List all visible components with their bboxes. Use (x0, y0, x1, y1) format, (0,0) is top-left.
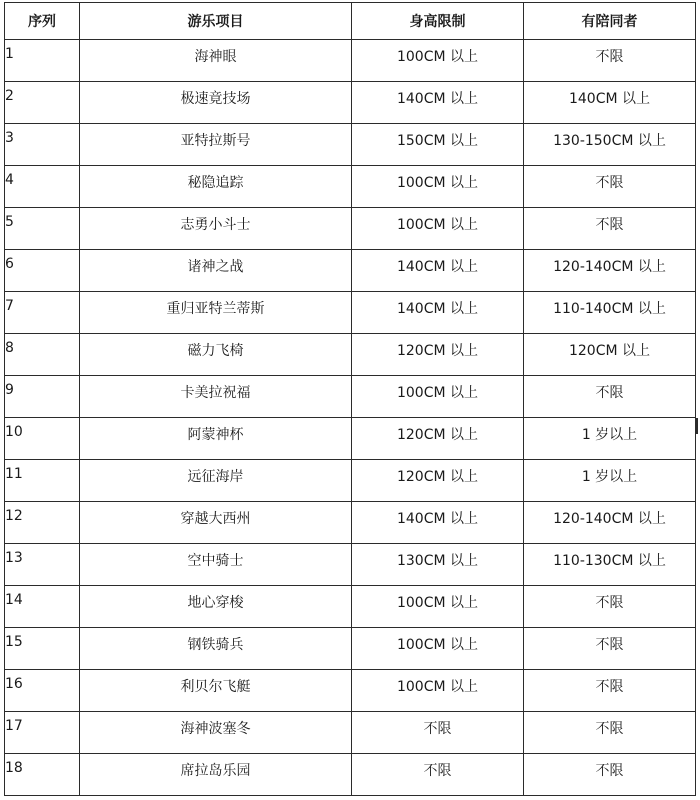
cell-index: 12 (5, 502, 80, 544)
cell-index: 4 (5, 166, 80, 208)
cell-height-limit: 140CM 以上 (352, 502, 524, 544)
cell-height-limit: 140CM 以上 (352, 292, 524, 334)
cell-ride-name: 远征海岸 (80, 460, 352, 502)
cell-ride-name: 席拉岛乐园 (80, 754, 352, 796)
cell-height-limit: 100CM 以上 (352, 166, 524, 208)
cell-companion: 不限 (524, 40, 696, 82)
cell-companion: 不限 (524, 670, 696, 712)
cell-companion: 不限 (524, 376, 696, 418)
table-row (5, 250, 696, 292)
cell-index: 11 (5, 460, 80, 502)
cell-companion: 110-140CM 以上 (524, 292, 696, 334)
cell-height-limit: 120CM 以上 (352, 418, 524, 460)
cell-height-limit: 150CM 以上 (352, 124, 524, 166)
cell-ride-name: 极速竟技场 (80, 82, 352, 124)
table-row (5, 670, 696, 712)
cell-ride-name: 秘隐追踪 (80, 166, 352, 208)
header-companion: 有陪同者 (524, 3, 696, 40)
cell-height-limit: 100CM 以上 (352, 40, 524, 82)
cell-companion: 1 岁以上 (524, 460, 696, 502)
cell-companion: 不限 (524, 712, 696, 754)
rides-table (4, 2, 696, 796)
cell-companion: 130-150CM 以上 (524, 124, 696, 166)
table-row (5, 82, 696, 124)
cell-index: 2 (5, 82, 80, 124)
cell-index: 6 (5, 250, 80, 292)
table-row (5, 586, 696, 628)
cell-height-limit: 140CM 以上 (352, 82, 524, 124)
cell-companion: 120CM 以上 (524, 334, 696, 376)
cell-ride-name: 穿越大西州 (80, 502, 352, 544)
cell-ride-name: 海神波塞冬 (80, 712, 352, 754)
cell-index: 1 (5, 40, 80, 82)
header-index: 序列 (5, 3, 80, 40)
cell-index: 17 (5, 712, 80, 754)
cell-height-limit: 100CM 以上 (352, 376, 524, 418)
table-row (5, 502, 696, 544)
cell-companion: 140CM 以上 (524, 82, 696, 124)
table-row (5, 712, 696, 754)
cell-companion: 不限 (524, 166, 696, 208)
cell-companion: 不限 (524, 208, 696, 250)
header-height-limit: 身高限制 (352, 3, 524, 40)
cell-ride-name: 阿蒙神杯 (80, 418, 352, 460)
table-row (5, 754, 696, 796)
cell-ride-name: 卡美拉祝福 (80, 376, 352, 418)
cell-ride-name: 海神眼 (80, 40, 352, 82)
cell-index: 10 (5, 418, 80, 460)
table-row (5, 40, 696, 82)
text-cursor-mark (696, 418, 698, 434)
header-ride: 游乐项目 (80, 3, 352, 40)
cell-ride-name: 磁力飞椅 (80, 334, 352, 376)
cell-height-limit: 140CM 以上 (352, 250, 524, 292)
cell-index: 15 (5, 628, 80, 670)
cell-index: 13 (5, 544, 80, 586)
table-body (5, 40, 696, 796)
table-row (5, 292, 696, 334)
cell-ride-name: 重归亚特兰蒂斯 (80, 292, 352, 334)
cell-companion: 120-140CM 以上 (524, 250, 696, 292)
cell-ride-name: 利贝尔飞艇 (80, 670, 352, 712)
cell-height-limit: 130CM 以上 (352, 544, 524, 586)
cell-height-limit: 不限 (352, 712, 524, 754)
cell-index: 9 (5, 376, 80, 418)
table-row (5, 628, 696, 670)
cell-ride-name: 亚特拉斯号 (80, 124, 352, 166)
header-row (5, 3, 696, 40)
cell-companion: 不限 (524, 754, 696, 796)
cell-ride-name: 空中骑士 (80, 544, 352, 586)
cell-height-limit: 不限 (352, 754, 524, 796)
cell-height-limit: 100CM 以上 (352, 208, 524, 250)
cell-companion: 110-130CM 以上 (524, 544, 696, 586)
cell-index: 16 (5, 670, 80, 712)
table-row (5, 544, 696, 586)
cell-ride-name: 志勇小斗士 (80, 208, 352, 250)
table-row (5, 376, 696, 418)
cell-index: 3 (5, 124, 80, 166)
table-row (5, 124, 696, 166)
cell-ride-name: 钢铁骑兵 (80, 628, 352, 670)
table-row (5, 166, 696, 208)
cell-ride-name: 地心穿梭 (80, 586, 352, 628)
cell-index: 18 (5, 754, 80, 796)
cell-height-limit: 120CM 以上 (352, 334, 524, 376)
cell-companion: 120-140CM 以上 (524, 502, 696, 544)
cell-ride-name: 诸神之战 (80, 250, 352, 292)
cell-height-limit: 100CM 以上 (352, 670, 524, 712)
table-row (5, 208, 696, 250)
cell-height-limit: 120CM 以上 (352, 460, 524, 502)
cell-index: 8 (5, 334, 80, 376)
cell-index: 14 (5, 586, 80, 628)
cell-index: 5 (5, 208, 80, 250)
cell-companion: 1 岁以上 (524, 418, 696, 460)
table-row (5, 418, 696, 460)
cell-companion: 不限 (524, 628, 696, 670)
table-row (5, 460, 696, 502)
cell-height-limit: 100CM 以上 (352, 586, 524, 628)
cell-height-limit: 100CM 以上 (352, 628, 524, 670)
table-row (5, 334, 696, 376)
cell-companion: 不限 (524, 586, 696, 628)
cell-index: 7 (5, 292, 80, 334)
